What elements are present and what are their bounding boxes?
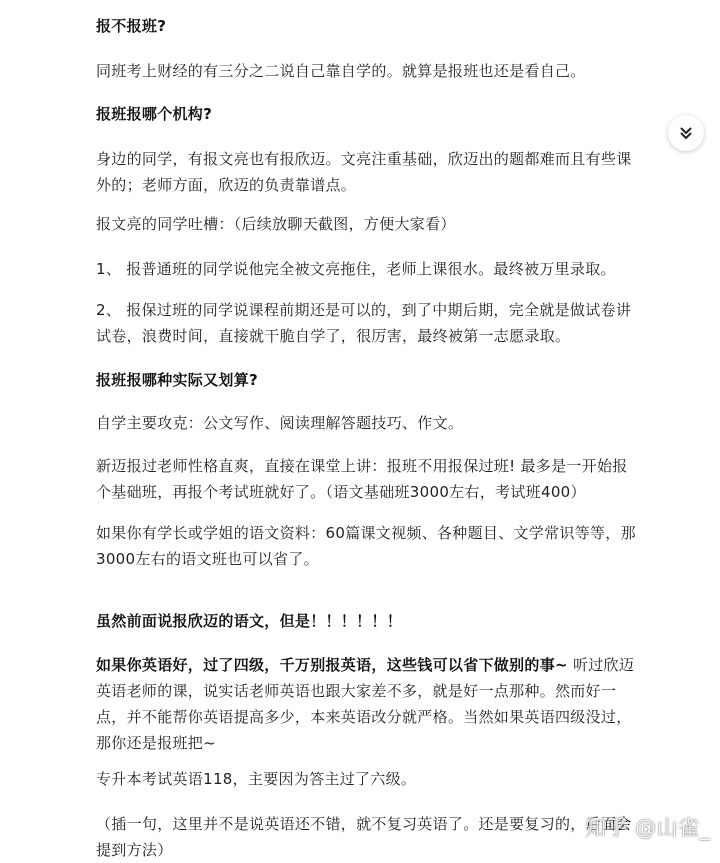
paragraph: 自学主要攻克：公文写作、阅读理解答题技巧、作文。 (96, 414, 464, 432)
watermark: 知乎 @山雀_ (585, 816, 711, 840)
paragraph: 同班考上财经的有三分之二说自己靠自学的。就算是报班也还是看自己。 (96, 62, 586, 80)
paragraph: 身边的同学，有报文亮也有报欣迈。文亮注重基础，欣迈出的题都难而且有些课外的；老师方面，欣迈的负责靠谱点。 (96, 150, 632, 194)
paragraph: （插一句，这里并不是说英语还不错，就不复习英语了。还是要复习的，后面会提到方法） (96, 815, 632, 859)
bold-lead-text: 如果你英语好，过了四级，千万别报英语，这些钱可以省下做别的事~ (96, 656, 568, 674)
section-heading-institution: 报班报哪个机构? (96, 105, 213, 123)
paragraph: 专升本考试英语118，主要因为答主过了六级。 (96, 770, 417, 788)
section-heading-value: 报班报哪种实际又划算? (96, 371, 259, 389)
double-chevron-down-icon (678, 125, 694, 141)
emphasis-heading: 虽然前面说报欣迈的语文，但是！！！！！！ (96, 612, 403, 630)
list-item: 1、 报普通班的同学说他完全被文亮拖住，老师上课很水。最终被万里录取。 (96, 260, 616, 278)
paragraph: 新迈报过老师性格直爽，直接在课堂上讲：报班不用报保过班! 最多是一开始报个基础班，再报个考试班就好了。（语文基础班3000左右，考试班400） (96, 457, 628, 501)
paragraph: 报文亮的同学吐槽：（后续放聊天截图，方便大家看） (96, 215, 456, 233)
scroll-down-button[interactable] (668, 115, 704, 151)
paragraph-text: 听过欣迈英语老师的课，说实话老师英语也跟大家差不多，就是好一点那种。然而好一点，并不能帮你英语提高多少，本来英语改分就严格。当然如果英语四级没过，那你还是报班把~ (96, 656, 635, 752)
section-heading-enroll: 报不报班? (96, 17, 167, 35)
paragraph (96, 652, 636, 756)
paragraph: 如果你有学长或学姐的语文资料：60篇课文视频、各种题目、文学常识等等，那3000左右的语文班也可以省了。 (96, 524, 636, 568)
list-item: 2、 报保过班的同学说课程前期还是可以的，到了中期后期，完全就是做试卷讲试卷，浪费时间，直接就干脆自学了，很厉害，最终被第一志愿录取。 (96, 301, 632, 345)
